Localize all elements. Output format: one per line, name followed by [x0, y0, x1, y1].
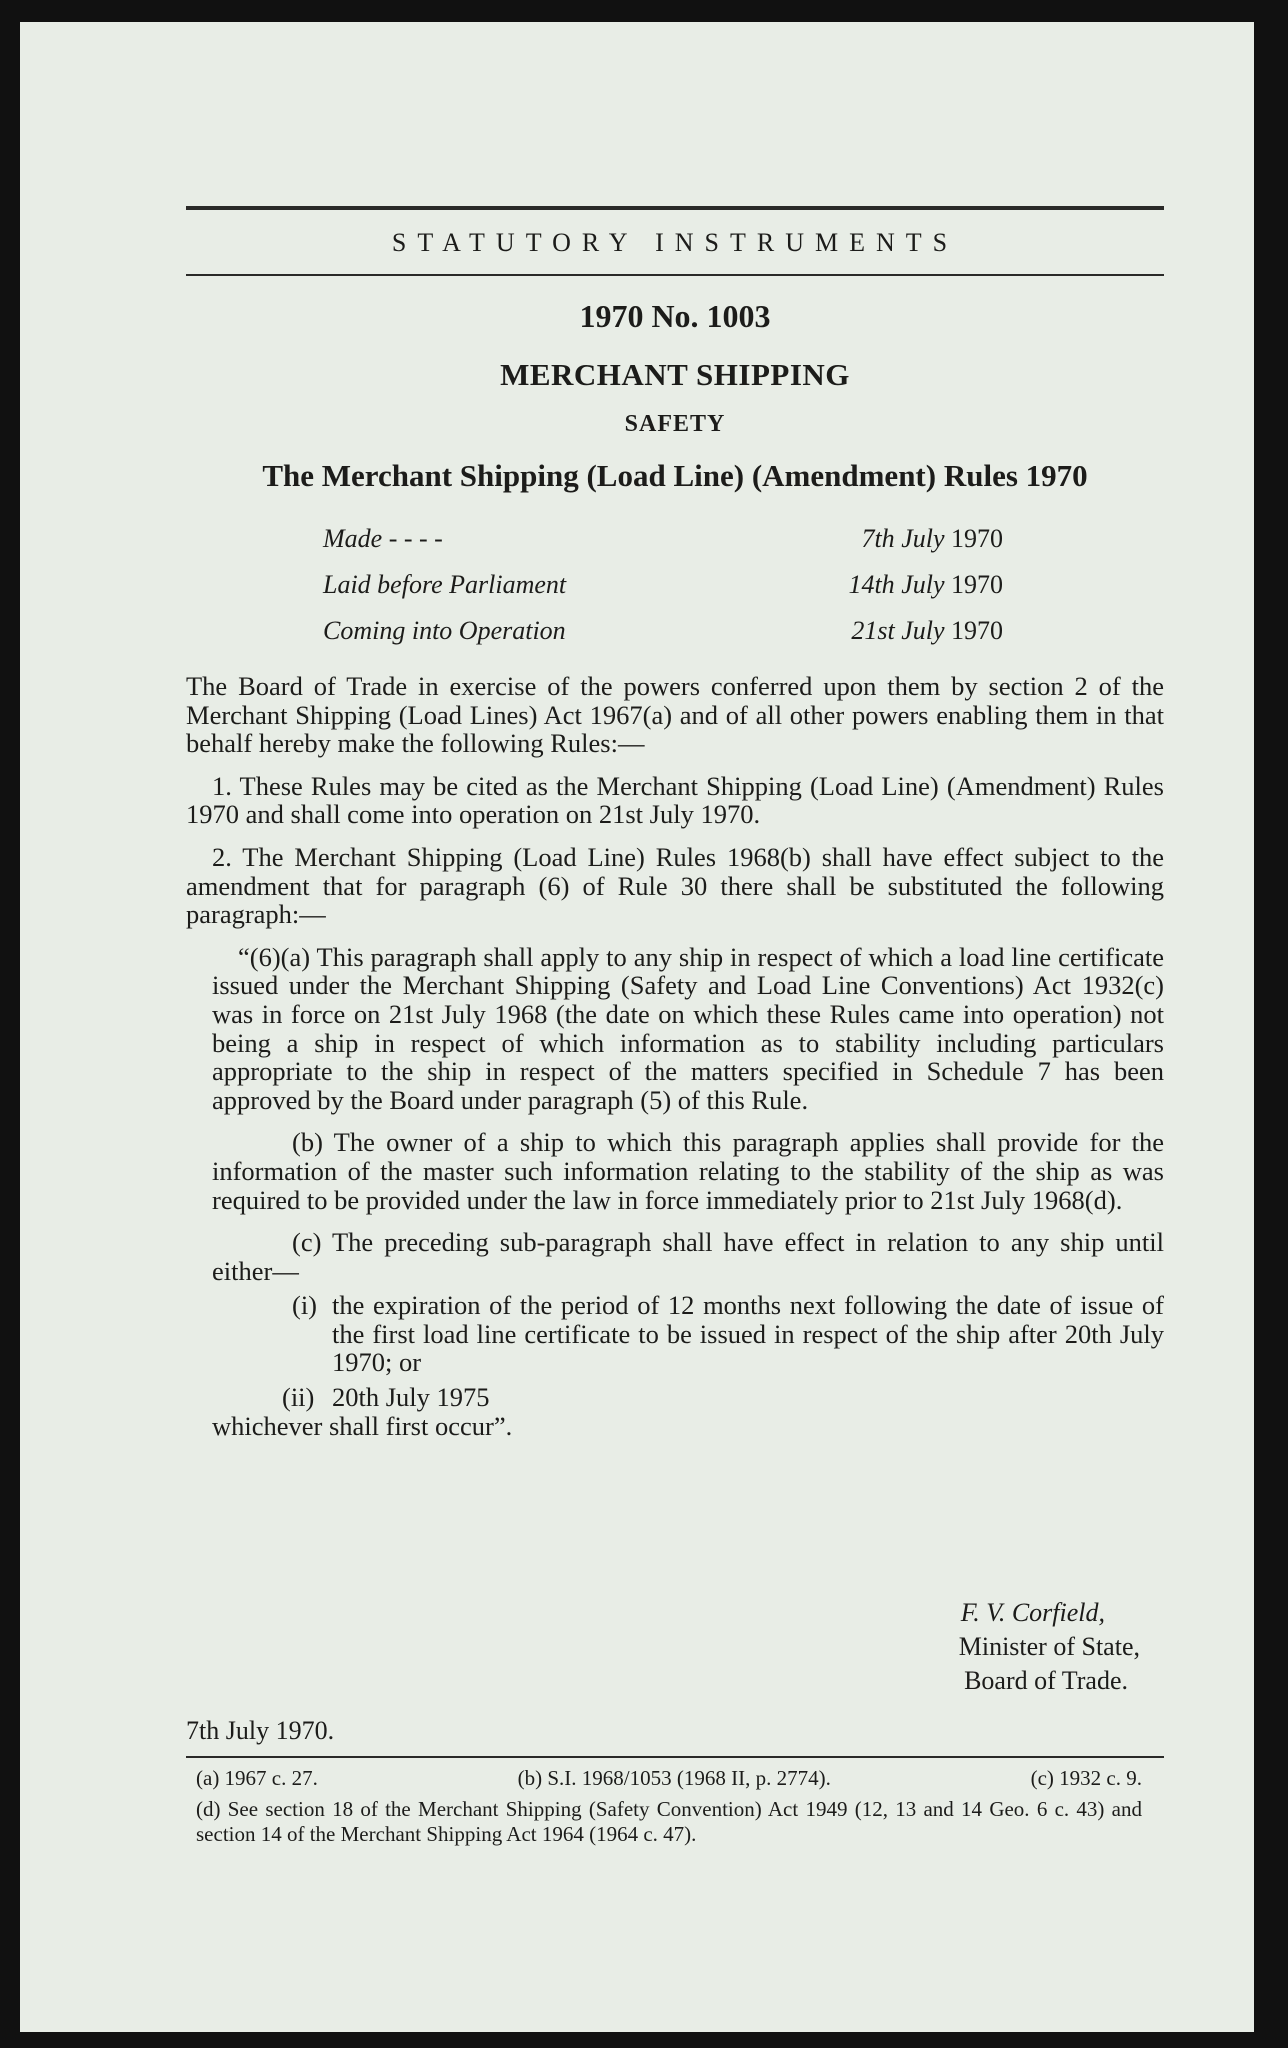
footnote-rule	[186, 1756, 1164, 1758]
preamble: The Board of Trade in exercise of the powers conferred upon them by section 2 of the Merchant Shipping (Load Lines) Act 1967(a) and of all other powers enabling them in that behalf hereby make the following Rules:—	[186, 671, 1164, 759]
paragraph-b: (b) The owner of a ship to which this paragraph applies shall provide for the information of the master such information relating to the stability of the ship as was required to be provided under the law in force immediately prior to 21st July 1968(d).	[212, 1127, 1164, 1215]
date-label: Made - - - -	[323, 524, 443, 553]
signatory-department: Board of Trade.	[964, 1666, 1128, 1695]
footnotes	[186, 1756, 1164, 1847]
footnote-b: (b) S.I. 1968/1053 (1968 II, p. 2774).	[517, 1766, 831, 1790]
list-item-number: (i)	[292, 1290, 318, 1321]
footnote-c: (c) 1932 c. 9.	[1030, 1766, 1142, 1790]
date-value: 7th July 1970	[861, 524, 1003, 553]
footnote-a: (a) 1967 c. 27.	[196, 1766, 318, 1790]
list-item-text: 20th July 1975	[332, 1382, 490, 1413]
document-page	[20, 22, 1254, 2032]
list-item	[292, 1291, 1164, 1377]
paragraph-c: (c) The preceding sub-paragraph shall have effect in relation to any ship until either—	[212, 1227, 1164, 1286]
subheading: SAFETY	[624, 411, 726, 437]
signatory-name: F. V. Corfield,	[960, 1598, 1105, 1627]
footnote-d: (d) See section 18 of the Merchant Shipping (Safety Convention) Act 1949 (12, 13 and 14 Geo. 6 c. 43) and section 14 of the Merchant Shipping Act 1964 (1964 c. 47).	[196, 1797, 1142, 1846]
signatory-role: Minister of State,	[958, 1632, 1140, 1661]
rule-2: 2. The Merchant Shipping (Load Line) Rules 1968(b) shall have effect subject to the amendment that for paragraph (6) of Rule 30 there shall be substituted the following paragraph:—	[186, 841, 1164, 930]
date-value: 21st July 1970	[851, 616, 1003, 645]
paragraph-a: “(6)(a) This paragraph shall apply to any ship in respect of which a load line certificate issued under the Merchant Shipping (Safety and Load Line Conventions) Act 1932(c) was in force on 21st July 1968 (the date on which these Rules came into operation) not being a ship in respect of which information as to stability including particulars appropriate to the ship in respect of the matters specified in Schedule 7 has been approved by the Board under paragraph (5) of this Rule.	[212, 941, 1164, 1115]
rule-1: 1. These Rules may be cited as the Merchant Shipping (Load Line) (Amendment) Rules 1970 and shall come into operation on 21st July 1970.	[186, 770, 1164, 830]
date-row-made	[323, 516, 1003, 562]
condition-list	[282, 1290, 1164, 1413]
dates-table	[323, 516, 1003, 654]
list-item-text: the expiration of the period of 12 months next following the date of issue of the first load line certificate to be issued in respect of the ship after 20th July 1970; or	[332, 1290, 1164, 1378]
substituted-paragraph	[212, 943, 1164, 1441]
footnote-list	[186, 1766, 1164, 1847]
date-label: Laid before Parliament	[323, 570, 567, 599]
instrument-number: 1970 No. 1003	[579, 298, 771, 334]
list-item-number: (ii)	[282, 1382, 315, 1413]
rules-text	[186, 672, 1164, 1440]
date-value: 14th July 1970	[848, 570, 1003, 599]
date-signed: 7th July 1970.	[186, 1716, 335, 1745]
subject-heading: MERCHANT SHIPPING	[500, 357, 850, 392]
closing-text: whichever shall first occur”.	[212, 1410, 513, 1441]
list-item	[282, 1382, 1164, 1413]
date-label: Coming into Operation	[323, 616, 566, 645]
footnote-row	[186, 1766, 1164, 1791]
signature-block	[810, 1596, 1140, 1698]
series-heading: STATUTORY INSTRUMENTS	[391, 228, 959, 257]
date-row-operation	[323, 608, 1003, 654]
date-row-laid	[323, 562, 1003, 608]
document-title: The Merchant Shipping (Load Line) (Amendment) Rules 1970	[262, 458, 1088, 493]
header-rule	[186, 274, 1164, 276]
document-body	[186, 206, 1164, 1846]
